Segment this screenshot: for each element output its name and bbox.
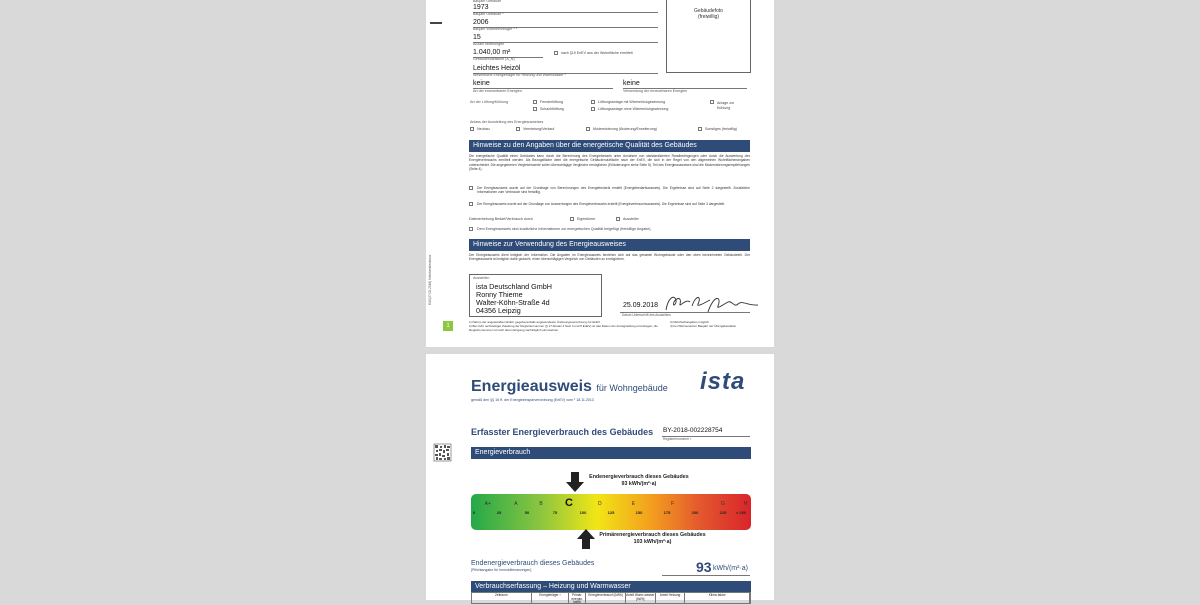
field-label: Baujahr Wärmeerzeuger ⁴ ⁶ — [473, 27, 518, 31]
table-header-cell: Anteil Warm-wasser [kWh] — [626, 593, 656, 603]
page-badge: 1 — [443, 321, 453, 331]
energy-class-label: H — [743, 501, 748, 507]
photo-label: Gebäudefoto (freiwillig) — [694, 8, 723, 20]
scale-tick-label: 175 — [663, 510, 671, 515]
primary-energy-arrow-icon — [577, 529, 595, 549]
energy-class-label: D — [597, 501, 602, 507]
ventilation-checkbox[interactable] — [591, 100, 595, 104]
option-text: Dem Energieausweis sind zusätzliche Informationen zur energetischen Qualität beigefügt (freiwillige Angabe). — [477, 227, 652, 231]
option-checkbox[interactable] — [469, 186, 473, 190]
photo-box — [666, 0, 751, 73]
document-page-1 — [426, 0, 774, 347]
energy-class-label: A+ — [484, 501, 491, 507]
energy-class-label: A — [514, 501, 518, 507]
doc-title-suffix: für Wohngebäude — [596, 383, 668, 393]
energy-class-label: B — [539, 501, 543, 507]
doc-title-main: Energieausweis — [471, 378, 592, 395]
ventilation-checkbox[interactable] — [533, 107, 537, 111]
energy-class-label: F — [671, 501, 675, 507]
table-header-cell: Primär-energie-faktor — [569, 593, 586, 603]
issuer-line: 04356 Leipzig — [476, 306, 521, 315]
reason-label: Anlass der Ausstellung des Energieausweises — [470, 120, 544, 124]
field-label: Wesentliche Energieträger für Heizung und Warmwasser ⁶ — [473, 73, 566, 77]
data-source-option: Eigentümer — [577, 217, 596, 221]
energy-class-label: G — [721, 501, 725, 507]
section-heading: Erfasster Energieverbrauch des Gebäudes — [471, 427, 654, 437]
energy-class-label: E — [631, 501, 636, 507]
footnote-left: 1) Datum der angewandten EnEV, gegebenenfalls angewendeten Änderungsverordnung zur EnEV 2) Bei nicht rechtzeitiger Zuteilung der Registriernummer (§ 17 Absatz 4 Satz 4 und 5 EnEV) ist das Datum der Antragstellung einzutragen; die Registriernummer ist nach deren Eingang nachträglich einzusetzen. — [469, 320, 658, 332]
energy-class-label: C — [565, 497, 573, 509]
reason-option: Neubau — [477, 127, 490, 131]
section-title-usage: Hinweise zur Verwendung des Energieausweises — [469, 239, 750, 251]
data-source-checkbox[interactable] — [570, 217, 574, 221]
consumption-bar: Energieverbrauch — [471, 447, 751, 459]
table-header-cell: Energieträger ³ — [532, 593, 570, 603]
scale-tick-label: 75 — [552, 510, 558, 515]
reason-checkbox[interactable] — [516, 127, 520, 131]
option-text: Der Energieausweis wurde auf der Grundlage von Berechnungen des Energiebedarfs erstellt (Energiebedarfsausweis). Die Ergebnisse sind auf Seite 2 dargestellt. Zusätzliche Informationen zum Verbrauch sind freiwillig. — [477, 186, 750, 195]
qr-code-icon — [434, 444, 451, 461]
reason-option: Vermietung/Verkauf — [523, 127, 555, 131]
renewable-label: Art der erneuerbaren Energien — [473, 88, 522, 93]
ventilation-checkbox[interactable] — [533, 100, 537, 104]
field-label: Anzahl Wohnungen — [473, 42, 505, 46]
issue-date: 25.09.2018 — [623, 302, 659, 309]
primary-energy-label — [599, 532, 705, 546]
section-text-usage: Der Energieausweis dient lediglich der Information. Die Angaben im Energieausweis beziehen sich auf das gesamte Wohngebäude oder den oben bezeichneten Gebäudeteil. Der Energieausweis ist lediglich dafür gedacht, einen überschlägigen Vergleich von Gebäuden zu ermöglichen. — [469, 253, 750, 262]
issuer-line: Ronny Thieme — [476, 290, 523, 299]
ventilation-checkbox[interactable] — [710, 100, 714, 104]
doc-title — [471, 378, 668, 396]
summary-sub: [Pflichtangabe für Immobilienanzeigen] — [471, 568, 532, 572]
table-title-bar: Verbrauchserfassung – Heizung und Warmwasser — [471, 581, 751, 592]
end-energy-label — [589, 474, 689, 488]
issuer-label: Aussteller: — [473, 276, 490, 280]
end-energy-text: Endenergieverbrauch dieses Gebäudes — [589, 474, 689, 480]
reg-number: BY-2018-002228754 — [663, 427, 723, 434]
ventilation-option: Anlage zur Kühlung — [717, 101, 735, 110]
field-value: 1.040,00 m² — [473, 49, 511, 56]
issuer-line: ista Deutschland GmbH — [476, 282, 552, 291]
table-header — [471, 592, 751, 604]
doc-subtitle: gemäß den §§ 16 ff. der Energieeinsparverordnung (EnEV) vom ¹ 18.11.2013 — [471, 398, 594, 402]
issuer-line: Walter-Köhn-Straße 4d — [476, 298, 550, 307]
reason-option: Modernisierung (Änderung/Erweiterung) — [593, 127, 657, 131]
reason-checkbox[interactable] — [698, 127, 702, 131]
primary-energy-value: 103 kWh/(m²·a) — [633, 539, 672, 545]
scale-tick-label: 100 — [579, 510, 587, 515]
option-checkbox[interactable] — [469, 227, 473, 231]
document-page-2 — [426, 354, 774, 605]
reason-checkbox[interactable] — [586, 127, 590, 131]
ista-logo: ista — [700, 368, 746, 395]
scan-mark — [430, 22, 442, 24]
end-energy-arrow-icon — [566, 472, 584, 492]
energy-scale — [471, 460, 751, 550]
section-title-quality: Hinweise zu den Angaben über die energetische Qualität des Gebäudes — [469, 140, 750, 152]
table-header-cell: Zeitraum — [472, 593, 532, 603]
scale-tick-label: 0 — [472, 510, 476, 515]
reason-option: Sonstiges (freiwillig) — [705, 127, 737, 131]
an-checkbox[interactable] — [554, 51, 558, 55]
ventilation-checkbox[interactable] — [591, 107, 595, 111]
table-header-cell: Klima-faktor — [685, 593, 750, 603]
summary-value: 93 — [696, 559, 712, 575]
field-label: Baujahr Gebäude — [473, 0, 502, 3]
field-label: Baujahr Gebäude ⁶ — [473, 12, 504, 16]
end-energy-value: 93 kWh/(m²·a) — [621, 481, 657, 487]
summary-label: Endenergieverbrauch dieses Gebäudes — [471, 560, 595, 567]
ventilation-option: Lüftungsanlage mit Wärmerückgewinnung — [598, 100, 666, 104]
scale-tick-label: 50 — [524, 510, 530, 515]
field-value: Leichtes Heizöl — [473, 65, 521, 72]
issuer-box — [469, 274, 602, 317]
renewable-use-value: keine — [623, 80, 640, 87]
option-checkbox[interactable] — [469, 202, 473, 206]
section-text-quality: Die energetische Qualität eines Gebäudes kann durch die Berechnung des Energiebedarfs unter Annahme von standardisierten Randbedingungen oder durch die Auswertung des Energieverbrauchs ermittelt werden. Als Bezugsfläche dient die energetische Gebäudenutzfläche nach der EnEV, die sich in der Regel von den allgemeinen Wohnflächenangaben unterscheidet. Die angegebenen Vergleichswerte sollen überschlägige Vergleiche ermöglichen (Erläuterungen siehe Seite 5). Teil des Energieausweises sind die Modernisierungsempfehlungen (Seite 4). — [469, 154, 750, 172]
an-checkbox-label: nach §19 EnEV aus der Wohnfläche ermittelt — [561, 50, 633, 55]
data-source-option: Aussteller — [623, 217, 639, 221]
field-value: 1973 — [473, 4, 489, 11]
scale-tick-label: 150 — [635, 510, 643, 515]
field-label: Gebäudenutzfläche (A_N) — [473, 57, 515, 61]
ventilation-label: Art der Lüftung/Kühlung — [470, 100, 508, 104]
reason-checkbox[interactable] — [470, 127, 474, 131]
scale-tick-label: > 250 — [735, 510, 747, 515]
scale-tick-label: 125 — [607, 510, 615, 515]
field-value: keine — [473, 80, 490, 87]
ventilation-option: Fensterlüftung — [540, 100, 563, 104]
data-source-label: Datenerhebung Bedarf/Verbrauch durch — [469, 217, 533, 221]
field-value: 15 — [473, 34, 481, 41]
scale-tick-label: 225 — [719, 510, 727, 515]
table-header-cell: Energieverbrauch [kWh] — [586, 593, 626, 603]
ventilation-option: Schachtlüftung — [540, 107, 564, 111]
field-value: 2006 — [473, 19, 489, 26]
scale-tick-label: 200 — [691, 510, 699, 515]
table-header-cell: Anteil Heizung — [656, 593, 686, 603]
side-code: EAV(27.02.2018) Mehrfamilienhaus — [428, 254, 432, 305]
ventilation-option: Lüftungsanlage ohne Wärmerückgewinnung — [598, 107, 669, 111]
renewable-use-label: Verwendung der erneuerbaren Energien — [623, 88, 688, 93]
footnote-right: 3) Mehrfachangaben möglich 4) bei Wärmenetzen Baujahr der Übergabestation — [670, 320, 737, 328]
scale-tick-label: 25 — [496, 510, 502, 515]
option-text: Der Energieausweis wurde auf der Grundlage von Auswertungen des Energieverbrauchs erstellt (Energieverbrauchsausweis). Die Ergebnisse sind auf Seite 3 dargestellt. — [477, 202, 725, 206]
summary-unit: kWh/(m²·a) — [713, 565, 748, 572]
data-source-checkbox[interactable] — [616, 217, 620, 221]
date-signature-label: Datum Unterschrift des Ausstellers — [622, 312, 671, 317]
primary-energy-text: Primärenergieverbrauch dieses Gebäudes — [599, 532, 706, 538]
reg-label: Registriernummer ² — [663, 436, 692, 441]
